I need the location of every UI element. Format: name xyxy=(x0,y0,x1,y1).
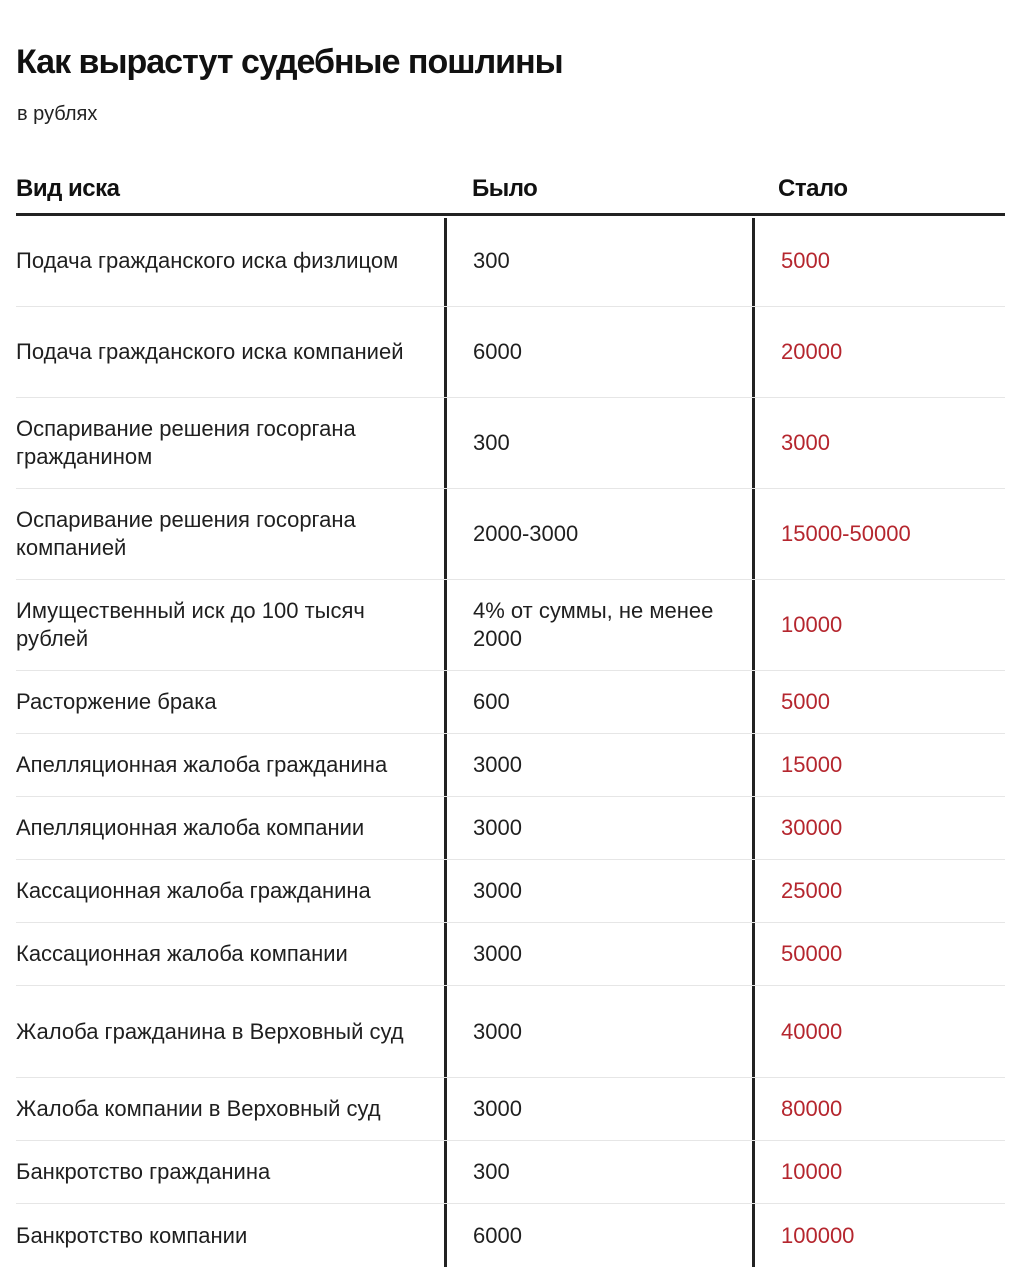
new-fee-cell: 10000 xyxy=(781,612,843,637)
table-body xyxy=(16,216,1005,1267)
old-fee-cell: 3000 xyxy=(473,752,522,777)
table-row xyxy=(16,1078,1005,1141)
claim-type-cell: Жалоба компании в Верховный суд xyxy=(16,1096,381,1121)
claim-type-cell: Кассационная жалоба гражданина xyxy=(16,878,371,903)
claim-type-cell: Подача гражданского иска компанией xyxy=(16,339,404,364)
old-fee-cell: 600 xyxy=(473,689,510,714)
table-row xyxy=(16,580,1005,671)
new-fee-cell: 15000-50000 xyxy=(781,521,911,546)
table-row xyxy=(16,860,1005,923)
old-fee-cell: 2000-3000 xyxy=(473,521,579,546)
table-row xyxy=(16,307,1005,398)
table-row xyxy=(16,986,1005,1078)
table-header xyxy=(16,160,1005,216)
table-row xyxy=(16,398,1005,489)
fees-table xyxy=(16,160,1005,1267)
table-row xyxy=(16,1141,1005,1204)
new-fee-cell: 100000 xyxy=(781,1222,855,1248)
old-fee-cell: 3000 xyxy=(473,815,522,840)
header-was: Было xyxy=(472,175,538,202)
old-fee-cell: 3000 xyxy=(473,878,522,903)
table-row xyxy=(16,797,1005,860)
claim-type-cell: Апелляционная жалоба гражданина xyxy=(16,752,388,777)
claim-type-cell: Оспаривание решения госоргана гражданином xyxy=(16,416,356,469)
new-fee-cell: 80000 xyxy=(781,1096,843,1121)
claim-type-cell: Банкротство компании xyxy=(16,1222,248,1248)
new-fee-cell: 15000 xyxy=(781,752,843,777)
claim-type-cell: Банкротство гражданина xyxy=(16,1159,271,1184)
old-fee-cell: 6000 xyxy=(473,339,522,364)
new-fee-cell: 30000 xyxy=(781,815,843,840)
table-row xyxy=(16,489,1005,580)
claim-type-cell: Кассационная жалоба компании xyxy=(16,941,348,966)
old-fee-cell: 3000 xyxy=(473,1096,522,1121)
chart-title: Как вырастут судебные пошлины xyxy=(16,43,563,81)
new-fee-cell: 5000 xyxy=(781,689,830,714)
table-row xyxy=(16,734,1005,797)
new-fee-cell: 20000 xyxy=(781,339,843,364)
header-became: Стало xyxy=(778,175,848,202)
old-fee-cell: 300 xyxy=(473,248,510,273)
table-row xyxy=(16,216,1005,307)
new-fee-cell: 25000 xyxy=(781,878,843,903)
old-fee-cell: 300 xyxy=(473,1159,510,1184)
old-fee-cell: 4% от суммы, не менее 2000 xyxy=(473,598,714,651)
old-fee-cell: 3000 xyxy=(473,941,522,966)
table-row xyxy=(16,923,1005,986)
new-fee-cell: 5000 xyxy=(781,248,830,273)
claim-type-cell: Жалоба гражданина в Верховный суд xyxy=(16,1018,404,1044)
new-fee-cell: 10000 xyxy=(781,1159,843,1184)
new-fee-cell: 3000 xyxy=(781,430,830,455)
table-row xyxy=(16,671,1005,734)
old-fee-cell: 3000 xyxy=(473,1018,522,1044)
new-fee-cell: 50000 xyxy=(781,941,843,966)
claim-type-cell: Подача гражданского иска физлицом xyxy=(16,248,399,273)
chart-subtitle: в рублях xyxy=(17,103,98,125)
claim-type-cell: Апелляционная жалоба компании xyxy=(16,815,365,840)
header-claim-type: Вид иска xyxy=(16,175,120,202)
old-fee-cell: 6000 xyxy=(473,1222,522,1248)
claim-type-cell: Расторжение брака xyxy=(16,689,217,714)
table-row xyxy=(16,1204,1005,1267)
claim-type-cell: Имущественный иск до 100 тысяч рублей xyxy=(16,598,365,651)
new-fee-cell: 40000 xyxy=(781,1018,843,1044)
claim-type-cell: Оспаривание решения госоргана компанией xyxy=(16,507,356,560)
old-fee-cell: 300 xyxy=(473,430,510,455)
